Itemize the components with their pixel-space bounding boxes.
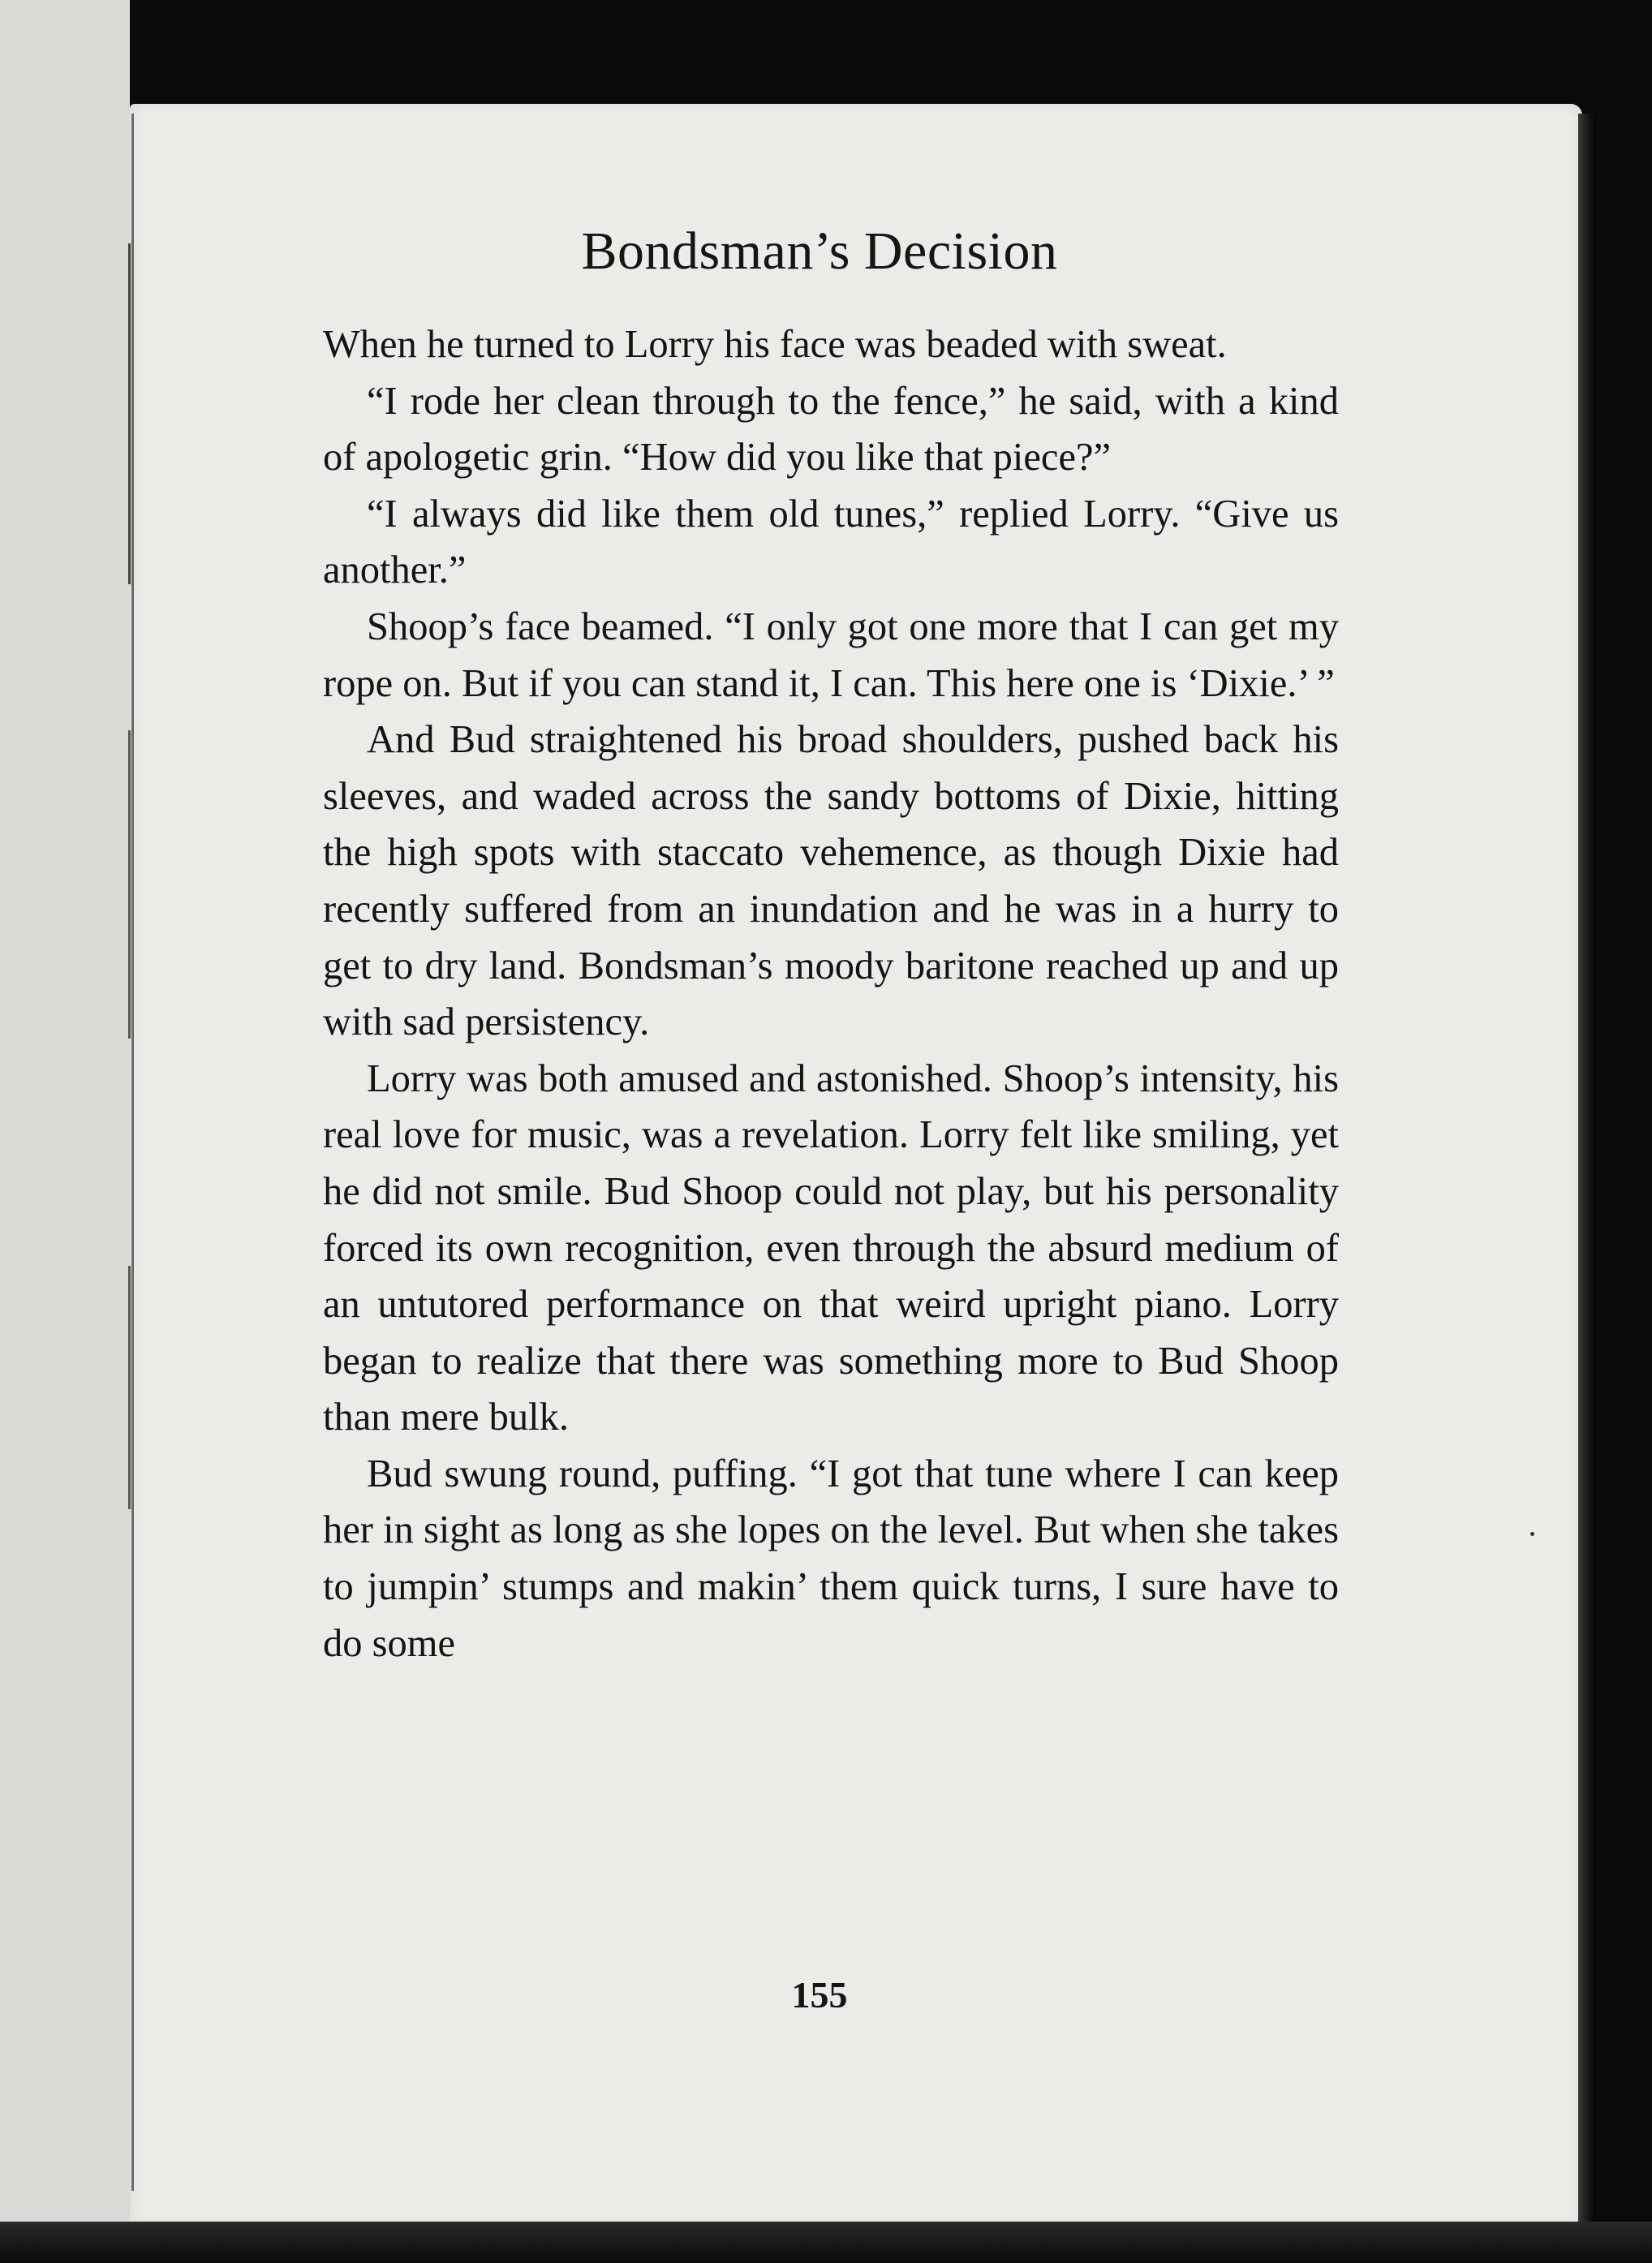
paragraph: And Bud straightened his broad shoulders, pushed back his sleeves, and waded across the sandy bottoms of Dixie, hitting the high spots with staccato vehemence, as though Dixie had recently suffered from an inundation and he was in a hurry to get to dry land. Bondsman’s moody baritone reached up and up with sad persistency. bbox=[323, 718, 1339, 1044]
paragraph: “I rode her clean through to the fence,” he said, with a kind of apologetic grin. “How did you like that piece?” bbox=[323, 379, 1339, 480]
page-number: 155 bbox=[791, 1974, 848, 2016]
gutter-shadow-line bbox=[128, 730, 131, 1039]
gutter-shadow-line bbox=[128, 1266, 131, 1509]
scan-bottom-edge bbox=[0, 2222, 1652, 2263]
paragraph: “I always did like them old tunes,” replied Lorry. “Give us another.” bbox=[323, 492, 1339, 592]
page-edge-shadow bbox=[1578, 114, 1596, 2231]
book-binding-gutter bbox=[0, 0, 130, 2263]
running-head: Bondsman’s Decision bbox=[581, 222, 1058, 281]
paragraph: Bud swung round, puffing. “I got that tune where I can keep her in sight as long as she lopes on the level. But when she takes to jumpin’ stumps and makin’ them quick turns, I sure have to do some bbox=[323, 1452, 1339, 1665]
paragraph: Shoop’s face beamed. “I only got one more that I can get my rope on. But if you can stand it, I can. This here one is ‘Dixie.’ ” bbox=[323, 604, 1339, 705]
gutter-shadow-line bbox=[131, 114, 134, 2191]
gutter-shadow-line bbox=[128, 243, 131, 584]
body-text bbox=[323, 316, 1339, 1671]
paragraph: When he turned to Lorry his face was beaded with sweat. bbox=[323, 323, 1227, 366]
dust-speck bbox=[1530, 1532, 1534, 1536]
paragraph: Lorry was both amused and astonished. Shoop’s intensity, his real love for music, was a revelation. Lorry felt like smiling, yet he did not smile. Bud Shoop could not play, but his personality forced its own recognition, even through the absurd medium of an untutored performance on that weird upright piano. Lorry began to realize that there was something more to Bud Shoop than mere bulk. bbox=[323, 1056, 1339, 1439]
